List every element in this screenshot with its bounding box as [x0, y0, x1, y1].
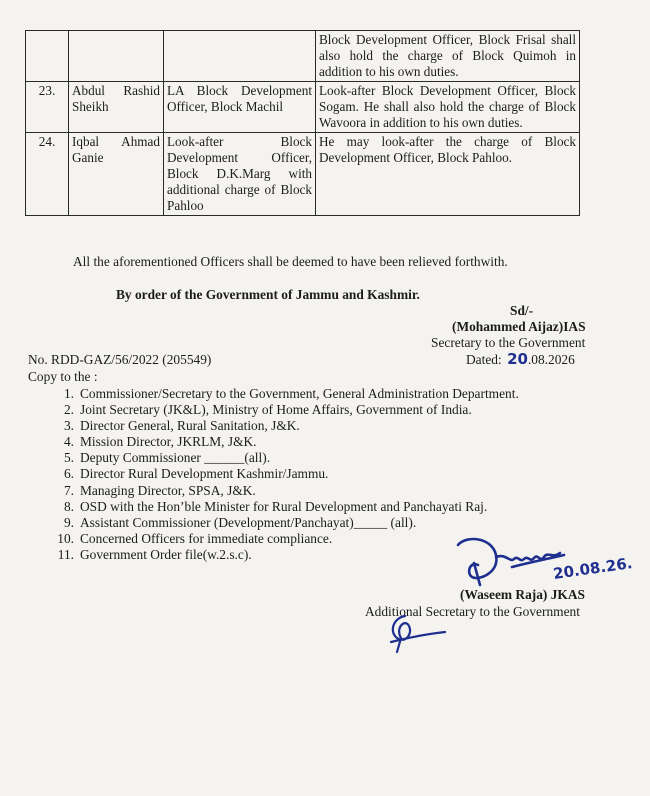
list-text: Government Order file(w.2.s.c).: [80, 546, 252, 562]
list-item: [30, 547, 519, 563]
list-number: 10.: [57, 530, 74, 546]
list-number: 1.: [63, 386, 74, 401]
initials-signature: [383, 612, 453, 656]
list-number: 7.: [63, 482, 74, 498]
signatory-designation: Secretary to the Government: [431, 335, 586, 350]
list-item: [30, 515, 519, 531]
serial-cell: 24.: [26, 133, 69, 216]
officers-table: [25, 30, 580, 216]
list-item: [30, 499, 519, 515]
officer-name-cell: Abdul Rashid Sheikh: [69, 82, 164, 133]
dated-month-year: .08.2026: [527, 352, 575, 367]
list-item: [30, 386, 519, 402]
list-item: [30, 466, 519, 482]
copy-to-label: Copy to the :: [28, 369, 98, 384]
officer-name-cell: Iqbal Ahmad Ganie: [69, 133, 164, 216]
list-text: Deputy Commissioner ______(all).: [80, 450, 271, 466]
list-text: Commissioner/Secretary to the Government, General Administration Department.: [80, 386, 519, 401]
list-text: Director General, Rural Sanitation, J&K.: [80, 418, 300, 434]
list-number: 9.: [63, 514, 74, 530]
serial-cell: [26, 31, 69, 82]
list-text: Assistant Commissioner (Development/Panchayat)_____ (all).: [80, 514, 417, 530]
list-number: 3.: [63, 418, 74, 434]
table-row: [26, 133, 580, 216]
new-charge-cell: He may look-after the charge of Block Development Officer, Block Pahloo.: [316, 133, 580, 216]
list-item: [30, 402, 519, 418]
table-row: [26, 31, 580, 82]
signatory2-name: (Waseem Raja) JKAS: [460, 587, 585, 602]
list-text: Mission Director, JKRLM, J&K.: [80, 434, 257, 450]
list-number: 6.: [63, 466, 74, 482]
present-posting-cell: Look-after Block Development Officer, Block D.K.Marg with additional charge of Block Pahloo: [164, 133, 316, 216]
order-number: No. RDD-GAZ/56/2022 (205549): [28, 352, 212, 367]
signatory2-designation: Additional Secretary to the Government: [365, 604, 580, 619]
list-text: Joint Secretary (JK&L), Ministry of Home Affairs, Government of India.: [80, 402, 472, 418]
list-text: Managing Director, SPSA, J&K.: [80, 482, 256, 498]
signatory-name: (Mohammed Aijaz)IAS: [452, 319, 586, 334]
list-item: [30, 531, 519, 547]
list-item: [30, 434, 519, 450]
list-item: [30, 483, 519, 499]
list-item: [30, 450, 519, 466]
dated-label: Dated:: [466, 352, 502, 367]
list-text: Concerned Officers for immediate compliance.: [80, 530, 333, 546]
signature-date-text: 20.08.26.: [552, 554, 634, 583]
relieved-statement: All the aforementioned Officers shall be deemed to have been relieved forthwith.: [73, 254, 508, 269]
dated-line: [466, 351, 575, 368]
list-number: 4.: [63, 434, 74, 450]
handwritten-signature: [452, 533, 642, 595]
list-text: Director Rural Development Kashmir/Jammu.: [80, 466, 329, 482]
new-charge-cell: Block Development Officer, Block Frisal shall also hold the charge of Block Quimoh in addition to his own duties.: [316, 31, 580, 82]
present-posting-cell: LA Block Development Officer, Block Machil: [164, 82, 316, 133]
serial-cell: 23.: [26, 82, 69, 133]
new-charge-cell: Look-after Block Development Officer, Block Sogam. He shall also hold the charge of Block Wavoora in addition to his own duties.: [316, 82, 580, 133]
list-number: 11.: [57, 546, 74, 562]
list-number: 5.: [63, 450, 74, 466]
order-authority-line: By order of the Government of Jammu and Kashmir.: [116, 287, 420, 302]
copy-to-list: [30, 386, 519, 563]
list-number: 2.: [63, 402, 74, 418]
table-row: [26, 82, 580, 133]
sd-mark: Sd/-: [510, 303, 534, 318]
list-number: 8.: [63, 498, 74, 514]
list-item: [30, 418, 519, 434]
dated-handwritten-day: 20: [507, 350, 528, 368]
list-text: OSD with the Hon’ble Minister for Rural Development and Panchayati Raj.: [80, 498, 488, 514]
present-posting-cell: [164, 31, 316, 82]
officer-name-cell: [69, 31, 164, 82]
